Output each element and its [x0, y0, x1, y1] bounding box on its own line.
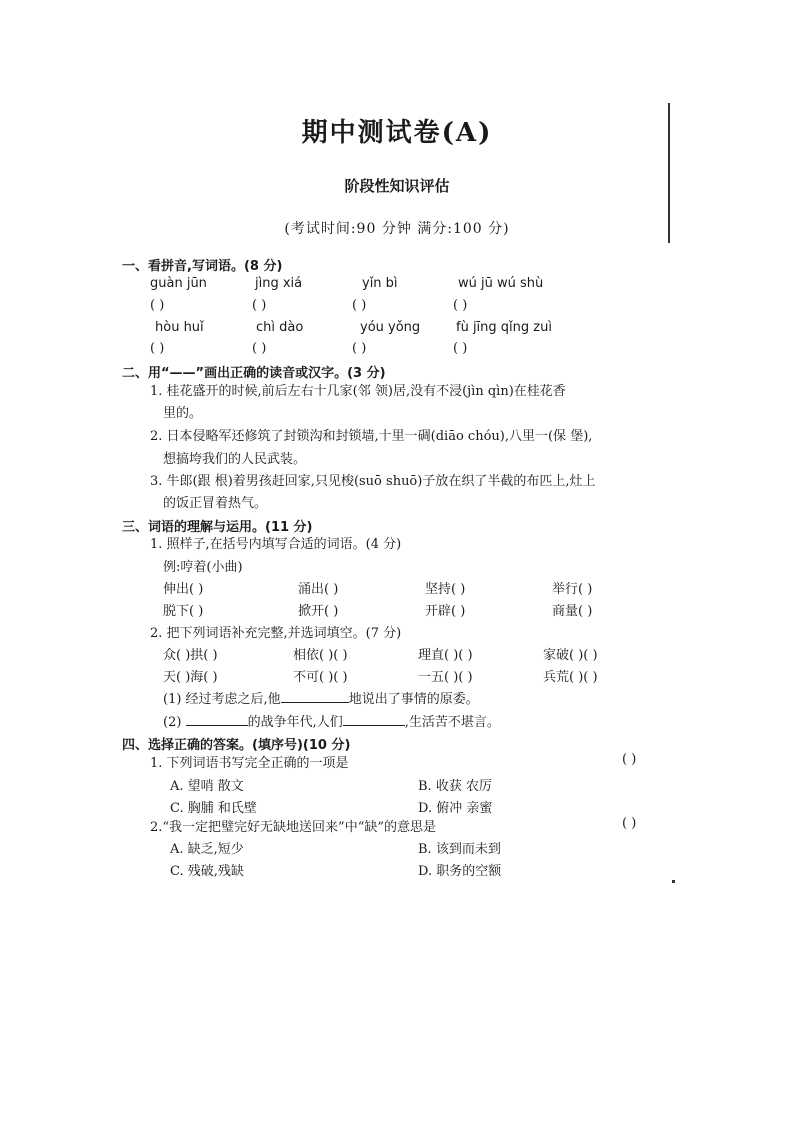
sentence-fill-2-part-b: 的战争年代,人们	[247, 715, 343, 730]
choice-q1-answer[interactable]: ( )	[622, 752, 637, 767]
pinyin-2: jìng xiá	[255, 276, 303, 291]
section2-item3-line2: 的饭正冒着热气。	[163, 496, 268, 511]
section3-part1-title: 1. 照样子,在括号内填写合适的词语。(4 分)	[150, 537, 402, 552]
section4-heading: 四、选择正确的答案。(填序号)(10 分)	[122, 738, 351, 753]
idiom-fill-7[interactable]: 一五( )( )	[418, 670, 473, 685]
idiom-fill-5[interactable]: 天( )海( )	[163, 670, 218, 685]
pinyin-4: wú jū wú shù	[458, 276, 544, 291]
word-fill-6[interactable]: 掀开( )	[298, 604, 339, 619]
answer-blank-4[interactable]: ( )	[453, 298, 468, 313]
choice-q2-option-a[interactable]: A. 缺乏,短少	[170, 842, 244, 857]
answer-blank-2[interactable]: ( )	[252, 298, 267, 313]
sentence-fill-2-part-c: ,生活苦不堪言。	[404, 715, 500, 730]
idiom-fill-6[interactable]: 不可( )( )	[293, 670, 348, 685]
choice-q1-option-b[interactable]: B. 收获 农厉	[418, 779, 492, 794]
answer-blank-5[interactable]: ( )	[150, 341, 165, 356]
section2-item2-line1: 2. 日本侵略军还修筑了封锁沟和封锁墙,十里一碉(diāo chóu),八里一(保 堡),	[150, 429, 593, 444]
section2-item1-line2: 里的。	[163, 406, 203, 421]
answer-blank-7[interactable]: ( )	[352, 341, 367, 356]
section2-item3-line1: 3. 牛郎(跟 根)着男孩赶回家,只见梭(suō shuō)子放在织了半截的布匹上,灶上	[150, 474, 596, 489]
answer-blank-8[interactable]: ( )	[453, 341, 468, 356]
section1-heading: 一、看拼音,写词语。(8 分)	[122, 259, 283, 274]
pinyin-1: guàn jūn	[150, 276, 207, 291]
pinyin-5: hòu huǐ	[155, 320, 204, 335]
word-fill-3[interactable]: 坚持( )	[425, 582, 466, 597]
answer-blank-6[interactable]: ( )	[252, 341, 267, 356]
pinyin-8: fù jīng qǐng zuì	[456, 320, 552, 335]
sentence-fill-1	[163, 688, 479, 711]
sentence-fill-1-part-a: (1) 经过考虑之后,他	[163, 692, 281, 707]
exam-info: (考试时间:90 分钟 满分:100 分)	[284, 221, 510, 237]
choice-q2-answer[interactable]: ( )	[622, 816, 637, 831]
word-fill-8[interactable]: 商量( )	[552, 604, 593, 619]
section3-part2-title: 2. 把下列词语补充完整,并选词填空。(7 分)	[150, 626, 402, 641]
answer-blank-3[interactable]: ( )	[352, 298, 367, 313]
section3-example: 例:哼着(小曲)	[163, 560, 243, 575]
choice-q2: 2.“我一定把璧完好无缺地送回来”中“缺”的意思是	[150, 820, 436, 835]
sentence-blank-2[interactable]	[186, 713, 248, 726]
idiom-fill-2[interactable]: 相依( )( )	[293, 648, 348, 663]
section2-item1-line1: 1. 桂花盛开的时候,前后左右十几家(邻 领)居,没有不浸(jìn qìn)在桂花香	[150, 384, 566, 399]
page-subtitle: 阶段性知识评估	[344, 177, 450, 195]
section2-item2-line2: 想搞垮我们的人民武装。	[163, 452, 307, 467]
choice-q2-option-b[interactable]: B. 该到而未到	[418, 842, 501, 857]
word-fill-2[interactable]: 涌出( )	[298, 582, 339, 597]
sentence-blank-3[interactable]	[343, 713, 405, 726]
choice-q1-option-d[interactable]: D. 俯冲 亲蜜	[418, 801, 493, 816]
pinyin-6: chì dào	[256, 320, 304, 335]
section2-heading: 二、用“——”画出正确的读音或汉字。(3 分)	[122, 366, 386, 381]
sentence-fill-2	[163, 711, 500, 734]
section3-heading: 三、词语的理解与运用。(11 分)	[122, 520, 313, 535]
word-fill-1[interactable]: 伸出( )	[163, 582, 204, 597]
choice-q1-option-c[interactable]: C. 胸脯 和氏壁	[170, 801, 257, 816]
sentence-fill-2-part-a: (2)	[163, 715, 182, 730]
choice-q1-option-a[interactable]: A. 望哨 散文	[170, 779, 244, 794]
answer-blank-1[interactable]: ( )	[150, 298, 165, 313]
scan-mark	[672, 880, 675, 883]
sentence-blank-1[interactable]	[281, 690, 349, 703]
pinyin-7: yóu yǒng	[360, 320, 421, 335]
choice-q1: 1. 下列词语书写完全正确的一项是	[150, 756, 349, 771]
sentence-fill-1-part-b: 地说出了事情的原委。	[348, 692, 479, 707]
idiom-fill-8[interactable]: 兵荒( )( )	[543, 670, 598, 685]
pinyin-3: yǐn bì	[362, 276, 398, 291]
idiom-fill-3[interactable]: 理直( )( )	[418, 648, 473, 663]
word-fill-5[interactable]: 脱下( )	[163, 604, 204, 619]
idiom-fill-1[interactable]: 众( )拱( )	[163, 648, 218, 663]
choice-q2-option-d[interactable]: D. 职务的空额	[418, 864, 502, 879]
word-fill-7[interactable]: 开辟( )	[425, 604, 466, 619]
word-fill-4[interactable]: 举行( )	[552, 582, 593, 597]
idiom-fill-4[interactable]: 家破( )( )	[543, 648, 598, 663]
page-title: 期中测试卷(A)	[301, 118, 493, 148]
choice-q2-option-c[interactable]: C. 残破,残缺	[170, 864, 244, 879]
